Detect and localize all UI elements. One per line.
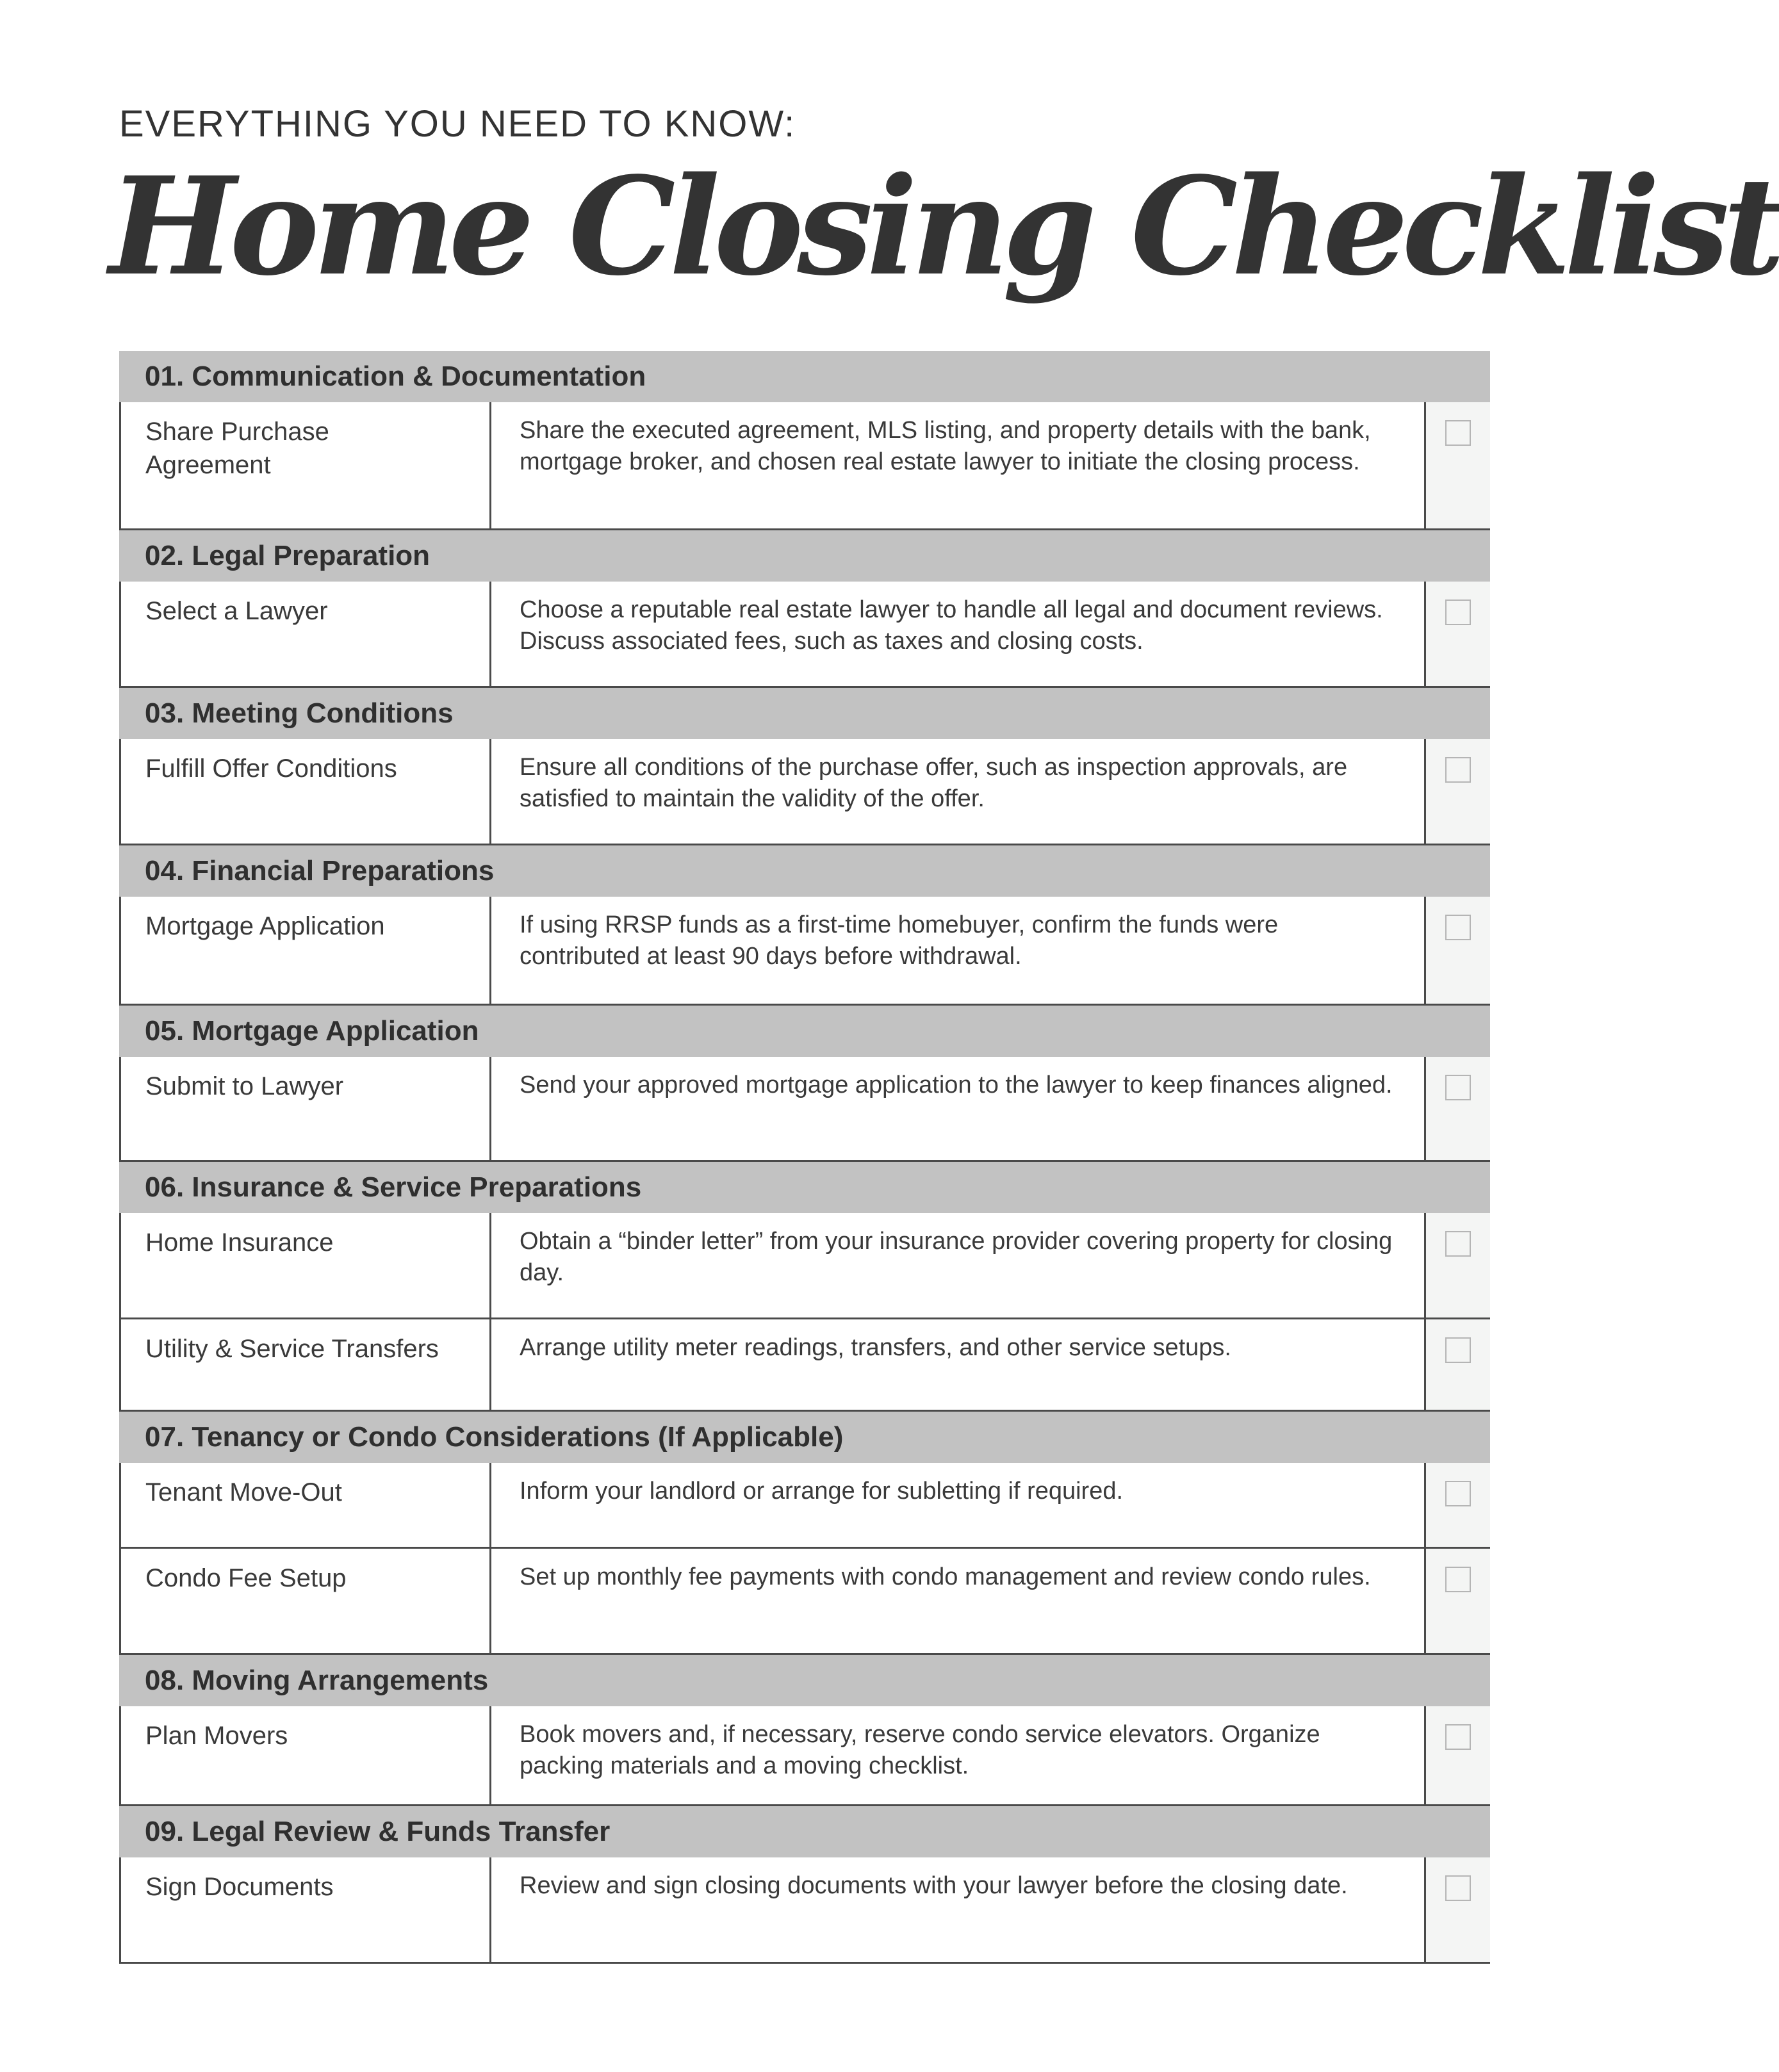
section-header: 02. Legal Preparation <box>119 530 1490 582</box>
item-title: Share Purchase Agreement <box>121 402 491 528</box>
checklist-row <box>119 1463 1490 1549</box>
checkbox-cell <box>1426 1213 1490 1317</box>
checklist-row <box>119 1549 1490 1655</box>
checkbox[interactable] <box>1445 1481 1471 1506</box>
section-header: 07. Tenancy or Condo Considerations (If Applicable) <box>119 1412 1490 1463</box>
checkbox[interactable] <box>1445 1567 1471 1592</box>
item-title: Condo Fee Setup <box>121 1549 491 1653</box>
checkbox-cell <box>1426 1319 1490 1410</box>
checkbox-cell <box>1426 582 1490 686</box>
checkbox[interactable] <box>1445 915 1471 940</box>
page-title: Home Closing Checklist <box>109 147 1779 306</box>
item-title: Plan Movers <box>121 1706 491 1804</box>
checklist-row <box>119 582 1490 688</box>
item-description: Set up monthly fee payments with condo management and review condo rules. <box>491 1549 1426 1653</box>
section-header: 05. Mortgage Application <box>119 1006 1490 1057</box>
checklist-row <box>119 1057 1490 1162</box>
item-title: Mortgage Application <box>121 897 491 1004</box>
checkbox[interactable] <box>1445 1724 1471 1750</box>
section-header: 03. Meeting Conditions <box>119 688 1490 739</box>
checkbox-cell <box>1426 1857 1490 1962</box>
checkbox[interactable] <box>1445 600 1471 625</box>
item-description: Share the executed agreement, MLS listing, and property details with the bank, mortgage broker, and chosen real estate lawyer to initiate the closing process. <box>491 402 1426 528</box>
checkbox-cell <box>1426 739 1490 844</box>
checklist-row <box>119 1706 1490 1806</box>
checkbox-cell <box>1426 1706 1490 1804</box>
checkbox-cell <box>1426 402 1490 528</box>
item-title: Fulfill Offer Conditions <box>121 739 491 844</box>
section-header: 06. Insurance & Service Preparations <box>119 1162 1490 1213</box>
item-title: Submit to Lawyer <box>121 1057 491 1160</box>
item-title: Select a Lawyer <box>121 582 491 686</box>
checklist-row <box>119 1213 1490 1319</box>
checklist-row <box>119 1319 1490 1412</box>
item-description: Review and sign closing documents with your lawyer before the closing date. <box>491 1857 1426 1962</box>
checklist-row <box>119 897 1490 1006</box>
checkbox[interactable] <box>1445 420 1471 446</box>
checkbox-cell <box>1426 1057 1490 1160</box>
checklist-row <box>119 1857 1490 1964</box>
checklist-table <box>119 351 1490 1964</box>
section-header: 09. Legal Review & Funds Transfer <box>119 1806 1490 1857</box>
checkbox[interactable] <box>1445 1337 1471 1363</box>
section-header: 01. Communication & Documentation <box>119 351 1490 402</box>
item-title: Utility & Service Transfers <box>121 1319 491 1410</box>
checklist-row <box>119 402 1490 530</box>
page-pretitle: EVERYTHING YOU NEED TO KNOW: <box>119 103 796 145</box>
item-description: Book movers and, if necessary, reserve condo service elevators. Organize packing materials and a moving checklist. <box>491 1706 1426 1804</box>
item-description: Arrange utility meter readings, transfers, and other service setups. <box>491 1319 1426 1410</box>
section-header: 08. Moving Arrangements <box>119 1655 1490 1706</box>
item-description: Inform your landlord or arrange for subletting if required. <box>491 1463 1426 1547</box>
item-description: Choose a reputable real estate lawyer to handle all legal and document reviews. Discuss associated fees, such as taxes and closing costs. <box>491 582 1426 686</box>
checkbox[interactable] <box>1445 1875 1471 1901</box>
checkbox-cell <box>1426 1463 1490 1547</box>
item-description: Obtain a “binder letter” from your insurance provider covering property for closing day. <box>491 1213 1426 1317</box>
item-description: If using RRSP funds as a first-time homebuyer, confirm the funds were contributed at least 90 days before withdrawal. <box>491 897 1426 1004</box>
checkbox-cell <box>1426 897 1490 1004</box>
checkbox[interactable] <box>1445 1075 1471 1100</box>
checkbox-cell <box>1426 1549 1490 1653</box>
item-description: Ensure all conditions of the purchase offer, such as inspection approvals, are satisfied to maintain the validity of the offer. <box>491 739 1426 844</box>
section-header: 04. Financial Preparations <box>119 845 1490 897</box>
checkbox[interactable] <box>1445 757 1471 783</box>
checklist-row <box>119 739 1490 845</box>
item-title: Sign Documents <box>121 1857 491 1962</box>
checkbox[interactable] <box>1445 1231 1471 1257</box>
item-description: Send your approved mortgage application to the lawyer to keep finances aligned. <box>491 1057 1426 1160</box>
item-title: Tenant Move-Out <box>121 1463 491 1547</box>
item-title: Home Insurance <box>121 1213 491 1317</box>
